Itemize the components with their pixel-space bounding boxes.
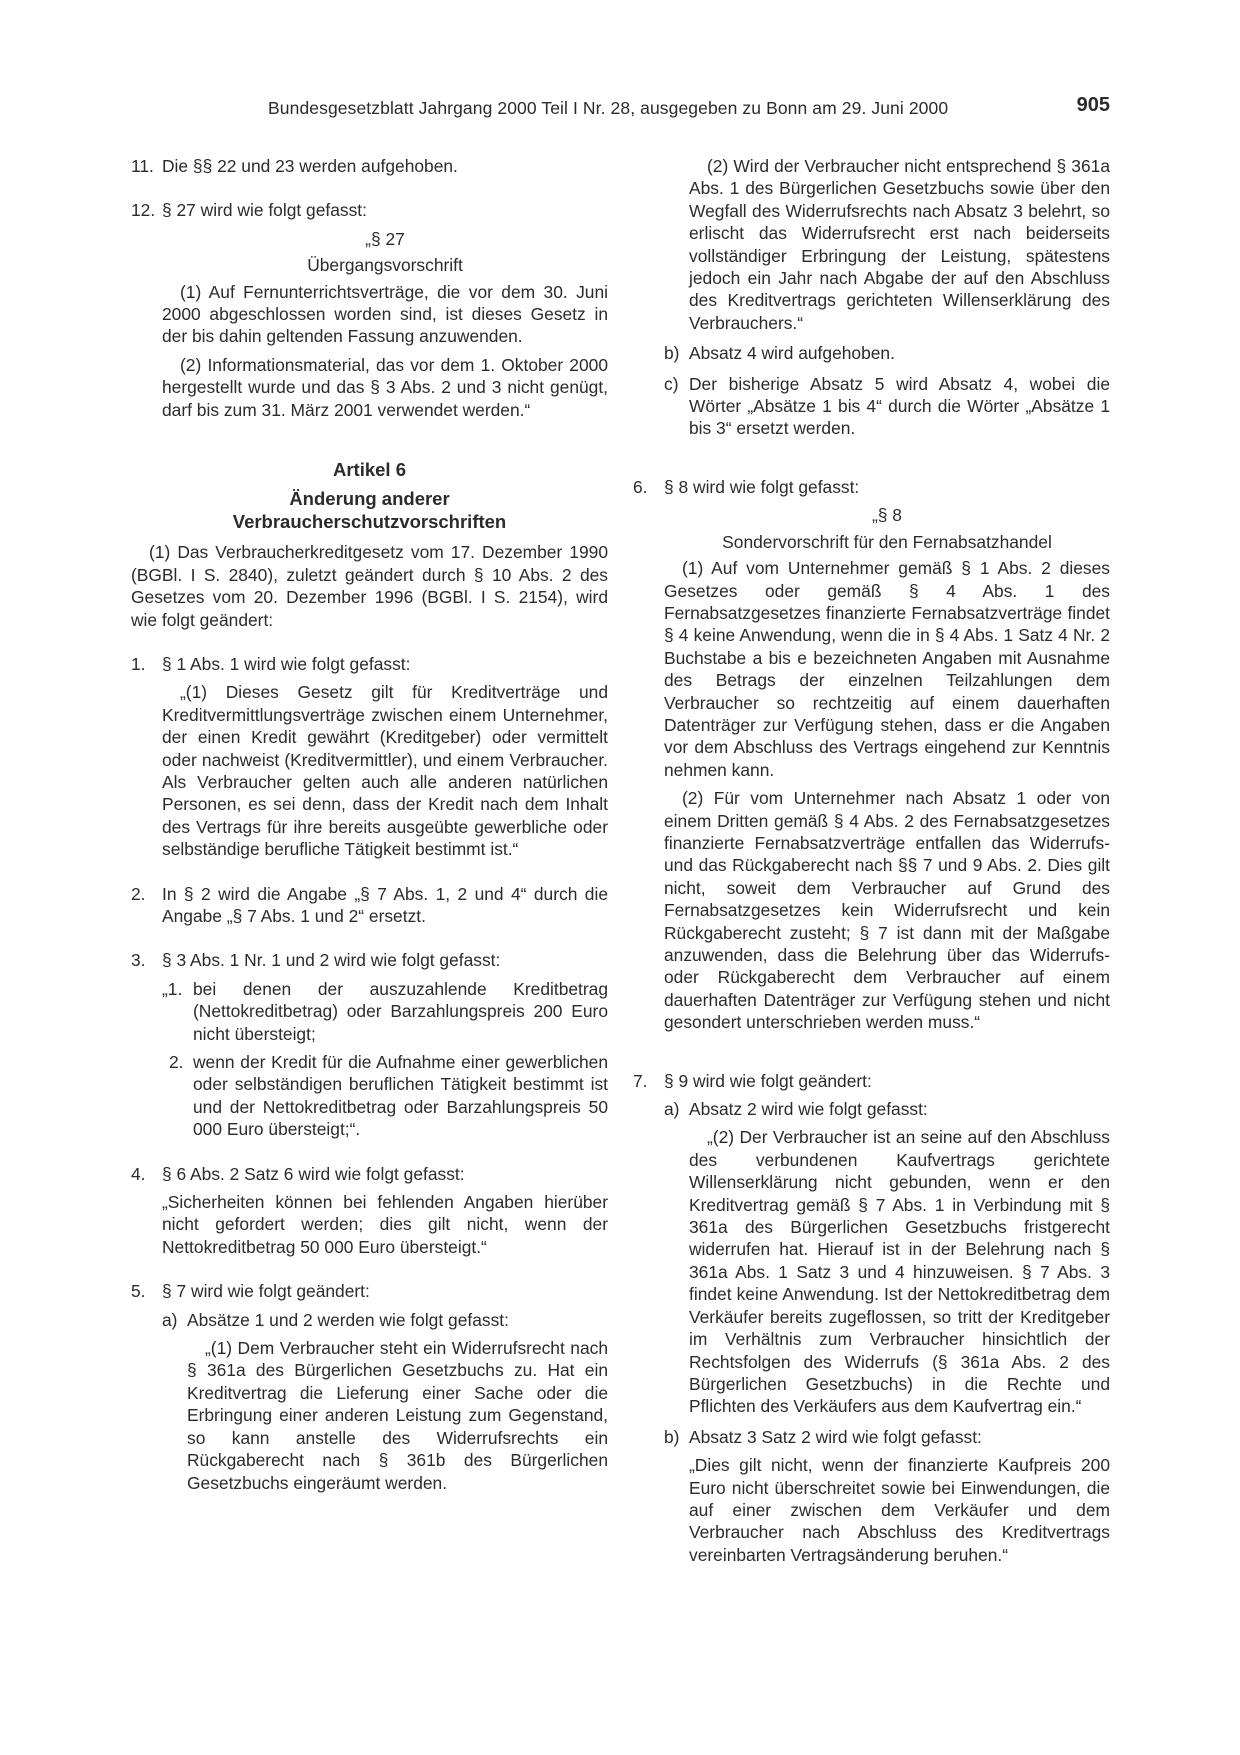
item-number: 11. — [131, 156, 154, 176]
sub-item-2 — [131, 1051, 608, 1141]
section-title: Sondervorschrift für den Fernabsatzhandel — [722, 531, 1052, 552]
item-number: 4. — [131, 1163, 146, 1184]
article-title-line-2: Verbraucherschutzvorschriften — [232, 510, 507, 532]
quoted-text: „Sicherheiten können bei fehlenden Angaben hierüber nicht gefordert werden; dies gilt nicht, wenn der Nettokreditbetrag 50 000 Euro übersteigt.“ — [162, 1192, 608, 1257]
paragraph: (1) Auf vom Unternehmer gemäß § 1 Abs. 2 dieses Gesetzes oder gemäß § 4 Abs. 1 des Fernabsatzgesetzes finanzierte Fernabsatzverträge findet § 4 keine Anwendung, wenn die in § 4 Abs. 1 Satz 4 Nr. 2 Buchstabe a bis e bezeichneten Angaben mit Ausnahme des Betrags der einzelnen Teilzahlungen dem Verbraucher so rechtzeitig auf einem dauerhaften Datenträger zur Verfügung stehen, dass er die Angaben vor dem Abschluss des Vertrags eingehend zur Kenntnis nehmen kann. — [664, 558, 1110, 780]
sub-item-1 — [131, 978, 608, 1045]
item-number: 2. — [131, 883, 146, 904]
item-text: Die §§ 22 und 23 werden aufgehoben. — [162, 156, 458, 176]
item-text: § 8 wird wie folgt gefasst: — [664, 476, 860, 497]
sub-item-text: Der bisherige Absatz 5 wird Absatz 4, wobei die Wörter „Absätze 1 bis 4“ durch die Wörter „Absätze 1 bis 3“ ersetzt werden. — [689, 373, 1110, 439]
item-number: 6. — [633, 476, 648, 497]
section-heading: „§ 27 — [365, 228, 405, 249]
sub-item-label: b) — [664, 343, 680, 364]
quoted-text: „(2) Der Verbraucher ist an seine auf den Abschluss des verbundenen Kaufvertrags gerichtete Willenserklärung nicht gebunden, wenn er den Kreditvertrag gemäß § 7 Abs. 1 in Verbindung mit § 361a des Bürgerlichen Gesetzbuchs fristgerecht widerrufen hat. Hierauf ist in der Belehrung nach § 361a Abs. 1 Satz 3 und 4 hinzuweisen. § 7 Abs. 3 findet keine Anwendung. Ist der Nettokreditbetrag dem Verkäufer bereits zugeflossen, so tritt der Kreditgeber im Verhältnis zum Verbraucher hinsichtlich der Rechtsfolgen des Widerrufs (§ 361a Abs. 2 des Bürgerlichen Gesetzbuchs) in die Rechte und Pflichten des Verkäufers aus dem Kaufvertrag ein.“ — [689, 1127, 1110, 1417]
article-title-line-1: Änderung anderer — [289, 488, 450, 510]
item-text: § 9 wird wie folgt geändert: — [664, 1070, 872, 1091]
list-item-3 — [131, 949, 608, 971]
item-number: 12. — [131, 200, 156, 221]
sub-item-label: c) — [664, 373, 679, 394]
item-text: § 6 Abs. 2 Satz 6 wird wie folgt gefasst: — [162, 1163, 465, 1184]
sub-item-a — [633, 1098, 1110, 1120]
sub-item-number: 2. — [169, 1052, 184, 1072]
list-item-1 — [131, 653, 608, 675]
sub-item-text: wenn der Kredit für die Aufnahme einer gewerblichen oder selbständigen beruflichen Tätigkeit bestimmt ist und der Nettokreditbetrag oder Barzahlungspreis 50 000 Euro übersteigt;“. — [193, 1052, 608, 1140]
sub-item-text: Absatz 2 wird wie folgt gefasst: — [689, 1099, 928, 1120]
page-number: 905 — [1076, 94, 1110, 116]
list-item-11 — [131, 155, 608, 177]
list-item-12 — [131, 199, 608, 221]
item-text: § 3 Abs. 1 Nr. 1 und 2 wird wie folgt gefasst: — [162, 950, 501, 971]
item-number: 1. — [131, 653, 146, 674]
sub-item-text: bei denen der auszuzahlende Kreditbetrag (Nettokreditbetrag) oder Barzahlungspreis 200 Euro nicht übersteigt; — [193, 978, 608, 1044]
quoted-text-continued: (2) Wird der Verbraucher nicht entsprechend § 361a Abs. 1 des Bürgerlichen Gesetzbuchs sowie über den Wegfall des Widerrufsrechts nach Absatz 3 belehrt, so erlischt das Widerrufsrecht erst nach beiderseits vollständiger Erbringung der Leistung, spätestens jedoch ein Jahr nach Abgabe der auf den Abschluss des Kreditvertrags gerichteten Willenserklärung des Verbrauchers.“ — [689, 156, 1110, 333]
left-column — [131, 155, 608, 1494]
paragraph: (2) Informationsmaterial, das vor dem 1. Oktober 2000 hergestellt wurde und das § 3 Abs. 2 und 3 nicht genügt, darf bis zum 31. März 2001 verwendet werden.“ — [162, 354, 608, 420]
item-text: In § 2 wird die Angabe „§ 7 Abs. 1, 2 und 4“ durch die Angabe „§ 7 Abs. 1 und 2“ ersetzt. — [162, 883, 608, 926]
paragraph: (2) Für vom Unternehmer nach Absatz 1 oder von einem Dritten gemäß § 4 Abs. 2 des Fernabsatzgesetzes finanzierte Fernabsatzverträge entfallen das Widerrufs- und das Rückgaberecht nach §§ 7 und 9 Abs. 2. Dies gilt nicht, soweit dem Verbraucher auf Grund des Fernabsatzgesetzes kein Widerrufsrecht und kein Rückgaberecht zusteht; § 7 ist dann mit der Maßgabe anzuwenden, dass die Belehrung über das Widerrufs- oder Rückgaberecht dem Verbraucher auf einem dauerhaften Datenträger zur Verfügung stehen und nicht gesondert unterschrieben werden muss.“ — [664, 788, 1110, 1033]
sub-item-label: a) — [162, 1309, 178, 1330]
sub-item-label: b) — [664, 1426, 680, 1447]
item-text: § 7 wird wie folgt geändert: — [162, 1281, 370, 1302]
item-number: 3. — [131, 950, 146, 971]
paragraph: (1) Auf Fernunterrichtsverträge, die vor dem 30. Juni 2000 abgeschlossen worden sind, ist dieses Gesetz in der bis dahin geltenden Fassung anzuwenden. — [162, 281, 608, 347]
item-number: 7. — [633, 1070, 648, 1091]
sub-item-b — [633, 342, 1110, 364]
sub-item-text: Absätze 1 und 2 werden wie folgt gefasst: — [187, 1309, 509, 1330]
intro-paragraph: (1) Das Verbraucherkreditgesetz vom 17. Dezember 1990 (BGBl. I S. 2840), zuletzt geändert durch § 10 Abs. 2 des Gesetzes vom 20. Dezember 1996 (BGBl. I S. 2154), wird wie folgt geändert: — [131, 542, 608, 630]
sub-item-c — [633, 373, 1110, 440]
list-item-5 — [131, 1280, 608, 1302]
list-item-7 — [633, 1070, 1110, 1092]
list-item-4 — [131, 1163, 608, 1185]
right-column — [633, 155, 1110, 1566]
sub-item-text: Absatz 3 Satz 2 wird wie folgt gefasst: — [689, 1426, 982, 1447]
section-title: Übergangsvorschrift — [307, 255, 463, 276]
sub-item-label: a) — [664, 1099, 680, 1120]
sub-item-number: „1. — [162, 978, 183, 999]
list-item-6 — [633, 476, 1110, 498]
item-text: § 1 Abs. 1 wird wie folgt gefasst: — [162, 653, 411, 674]
section-heading: „§ 8 — [872, 505, 902, 526]
article-label: Artikel 6 — [332, 459, 406, 481]
list-item-2 — [131, 883, 608, 928]
quoted-text: „(1) Dieses Gesetz gilt für Kreditverträge und Kreditvermittlungsverträge zwischen einem Unternehmer, der einen Kredit gewährt (Kreditgeber) oder vermittelt oder nachweist (Kreditvermittler), und einem Verbraucher. Als Verbraucher gelten auch alle anderen natürlichen Personen, es sei denn, dass der Kredit nach dem Inhalt des Vertrags für ihre bereits ausgeübte gewerbliche oder selbständige berufliche Tätigkeit bestimmt ist.“ — [162, 682, 608, 860]
item-text: § 27 wird wie folgt gefasst: — [162, 200, 367, 221]
running-title: Bundesgesetzblatt Jahrgang 2000 Teil I Nr. 28, ausgegeben zu Bonn am 29. Juni 2000 — [268, 98, 949, 118]
sub-item-text: Absatz 4 wird aufgehoben. — [689, 343, 895, 364]
sub-item-a — [131, 1309, 608, 1331]
item-number: 5. — [131, 1281, 146, 1302]
page-header — [130, 94, 1110, 122]
quoted-text: „Dies gilt nicht, wenn der finanzierte Kaufpreis 200 Euro nicht überschreitet sowie bei Einwendungen, die auf einer zwischen dem Verkäufer und dem Verbraucher nach Abschluss des Kreditvertrags vereinbarten Vertragsänderung beruhen.“ — [689, 1455, 1110, 1565]
sub-item-b — [633, 1426, 1110, 1448]
quoted-text: „(1) Dem Verbraucher steht ein Widerrufsrecht nach § 361a des Bürgerlichen Gesetzbuchs zu. Hat ein Kreditvertrag die Lieferung einer Sache oder die Erbringung einer anderen Leistung zum Gegenstand, so kann anstelle des Widerrufsrechts ein Rückgaberecht nach § 361b des Bürgerlichen Gesetzbuchs eingeräumt werden. — [187, 1338, 608, 1493]
